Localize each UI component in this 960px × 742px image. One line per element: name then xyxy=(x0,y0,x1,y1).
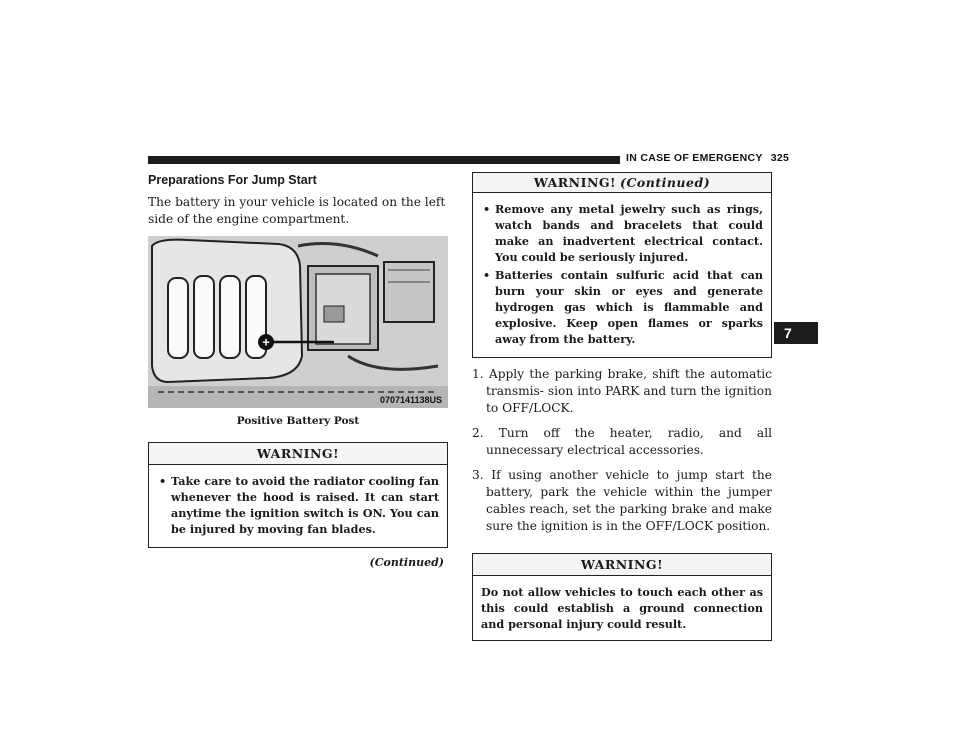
warning-body-2: Do not allow vehicles to touch each other as this could establish a ground connection and personal injury could result. xyxy=(481,585,763,631)
right-column xyxy=(472,172,772,641)
page-number: 325 xyxy=(770,152,790,164)
engine-illustration xyxy=(148,236,448,408)
warning-item: • Remove any metal jewelry such as rings, watch bands and bracelets that could make an inadvertent electrical contact. You could be seriously injured. xyxy=(481,201,763,265)
step-item: 1. Apply the parking brake, shift the automatic transmis- sion into PARK and turn the ignition to OFF/LOCK. xyxy=(472,367,772,415)
warning-box xyxy=(148,442,448,548)
warning-continued-suffix: (Continued) xyxy=(620,175,711,190)
warning-continued-title-text: WARNING! xyxy=(533,175,617,190)
warning-title-2: WARNING! xyxy=(473,554,771,576)
warning-item: • Take care to avoid the radiator cooling fan whenever the hood is raised. It can start anytime the ignition switch is ON. You can be injured by moving fan blades. xyxy=(157,473,439,537)
continued-note: (Continued) xyxy=(369,556,444,569)
steps-list xyxy=(472,366,772,535)
running-header xyxy=(626,152,789,164)
warning-box-2 xyxy=(472,553,772,641)
section-title: Preparations For Jump Start xyxy=(148,173,317,187)
warning-title: WARNING! xyxy=(149,443,447,465)
warning-item: • Batteries contain sulfuric acid that can burn your skin or eyes and generate hydrogen gas which is flammable and explosive. Keep open flames or sparks away from the battery. xyxy=(481,267,763,347)
chapter-tab: 7 xyxy=(774,322,818,344)
warning-continued-body xyxy=(473,193,771,357)
left-column xyxy=(148,172,448,569)
intro-paragraph: The battery in your vehicle is located on the left side of the engine compartment. xyxy=(148,195,446,226)
warning-continued-title xyxy=(473,173,771,193)
header-rule xyxy=(148,156,620,164)
figure-code: 0707141138US xyxy=(379,395,442,405)
step-item: 3. If using another vehicle to jump start the battery, park the vehicle within the jumper cables reach, set the parking brake and make sure the ignition is in the OFF/LOCK position. xyxy=(472,468,772,533)
header-section: IN CASE OF EMERGENCY xyxy=(626,152,763,164)
step-item: 2. Turn off the heater, radio, and all unnecessary electrical accessories. xyxy=(472,426,772,457)
warning-continued-box xyxy=(472,172,772,358)
positive-marker: + xyxy=(262,334,270,350)
warning-body xyxy=(149,465,447,547)
engine-compartment-figure xyxy=(148,236,448,408)
figure-caption: Positive Battery Post xyxy=(236,415,360,427)
